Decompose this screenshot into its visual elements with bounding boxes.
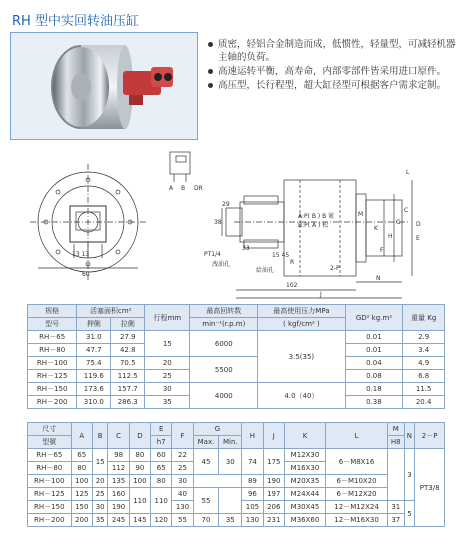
cell-gd2: 0.18 (345, 383, 403, 396)
cell: 105 (242, 501, 263, 514)
cell: 30 (172, 475, 193, 488)
cell-weight: 3.4 (403, 344, 445, 357)
header-size: 尺寸 (28, 423, 72, 436)
side-view (222, 180, 412, 298)
cell-weight: 6.8 (403, 370, 445, 383)
table-row (28, 383, 445, 396)
label-l: L (406, 169, 410, 176)
cylinder-photo-illustration (11, 33, 197, 139)
table-row (28, 449, 445, 462)
cell: 197 (263, 488, 284, 501)
cell-speed: 4000 (190, 383, 258, 409)
cell-weight: 4.9 (403, 357, 445, 370)
feature-item: 高速运转平衡，高寿命，内部零部件皆采用进口原件。 (206, 65, 461, 78)
cell-stroke: 25 (145, 370, 190, 383)
cell: 5 (404, 501, 415, 527)
cell: 110 (151, 488, 172, 514)
cell: 125 (71, 488, 92, 501)
cell: 70 (193, 514, 219, 527)
cell: 15 (92, 449, 108, 475)
cell: 98 (108, 449, 129, 462)
header-b: B (92, 423, 108, 449)
label-pt: PT1/4 (204, 251, 221, 258)
label-h: H (388, 233, 393, 240)
dim-38: 38 (214, 219, 222, 226)
header-h: H (242, 423, 263, 449)
cell-pressure: 4.0（40） (258, 383, 345, 409)
cell-gd2: 0.38 (345, 396, 403, 409)
cell: 80 (151, 475, 172, 488)
label-r: R (290, 259, 295, 266)
cell-pressure: 3.5(35) (258, 331, 345, 383)
cell: M20X35 (284, 475, 325, 488)
cell: 3 (404, 449, 415, 501)
header-d: D (129, 423, 150, 449)
cell: 89 (242, 475, 263, 488)
header-2p: 2－P (415, 423, 445, 449)
table-row (28, 514, 445, 527)
cell: 6－M12X20 (326, 488, 388, 501)
dim-13-13: 13 13 (72, 251, 90, 258)
cell-pull: 42.8 (111, 344, 145, 357)
cell-push: 31.0 (77, 331, 111, 344)
cell: M24X44 (284, 488, 325, 501)
cell: 120 (151, 514, 172, 527)
header-pull: 拉側 (111, 318, 145, 331)
label-c: C (404, 207, 409, 214)
cell: 12－M16X30 (326, 514, 388, 527)
cell: 25 (92, 488, 108, 501)
label-j: J (320, 291, 322, 298)
cell: 190 (108, 501, 129, 514)
cell-model: RH－100 (28, 357, 77, 370)
header-g-min: Min. (219, 436, 242, 449)
cell-stroke: 20 (145, 357, 190, 370)
table-row (28, 488, 445, 501)
header-piston-area: 活塞面积cm² (77, 305, 145, 318)
header-model-type: 型号 (28, 318, 77, 331)
cell: 74 (242, 449, 263, 475)
cell: RH－125 (28, 488, 72, 501)
header-max-speed: 最高回转数 (190, 305, 258, 318)
cell: 145 (129, 514, 150, 527)
cell-stroke: 35 (145, 396, 190, 409)
cell-gd2: 0.08 (345, 370, 403, 383)
cell: 65 (151, 462, 172, 475)
label-2p: 2-P (330, 265, 340, 272)
cell-empty (193, 475, 242, 488)
cell: RH－150 (28, 501, 72, 514)
header-n: N (404, 423, 415, 449)
cell-model: RH－200 (28, 396, 77, 409)
cell: 20 (92, 475, 108, 488)
cell-pull: 27.9 (111, 331, 145, 344)
label-e: E (416, 235, 420, 242)
dim-102: 102 (286, 282, 298, 289)
label-n: N (376, 275, 381, 282)
header-max-pressure: 最高使用压力MPa (258, 305, 345, 318)
cell-pull: 286.3 (111, 396, 145, 409)
label-m: M (358, 211, 364, 218)
cell: 100 (71, 475, 92, 488)
cell-empty (388, 449, 405, 501)
cell: 130 (242, 514, 263, 527)
header-e: E (151, 423, 172, 436)
cell-stroke: 30 (145, 383, 190, 396)
cell: 35 (92, 514, 108, 527)
dim-33: 33 (242, 245, 250, 252)
cell: PT3/8 (415, 449, 445, 527)
dim-15-45: 15 45 (272, 252, 290, 259)
cell: RH－65 (28, 449, 72, 462)
label-g: G (396, 219, 401, 226)
header-g-max: Max. (193, 436, 219, 449)
label-b: B (181, 185, 186, 192)
header-j: J (263, 423, 284, 449)
cell-push: 75.4 (77, 357, 111, 370)
cell-weight: 11.5 (403, 383, 445, 396)
table-row (28, 475, 445, 488)
cell: 206 (263, 501, 284, 514)
cell: 65 (71, 449, 92, 462)
header-m: M (388, 423, 405, 436)
cell-model: RH－65 (28, 331, 77, 344)
header-k: K (284, 423, 325, 449)
label-oil-inlet: 給油孔 (256, 267, 275, 274)
cell: RH－80 (28, 462, 72, 475)
cell: 175 (263, 449, 284, 475)
cell-pull: 112.5 (111, 370, 145, 383)
cell-weight: 2.9 (403, 331, 445, 344)
cell-push: 119.6 (77, 370, 111, 383)
cell: 130 (172, 501, 193, 514)
cell: 90 (129, 462, 150, 475)
specification-table (27, 304, 445, 409)
label-a: A (169, 185, 174, 192)
cell-model: RH－80 (28, 344, 77, 357)
label-f: F (380, 247, 384, 254)
header-push: 押側 (77, 318, 111, 331)
cell: 35 (219, 514, 242, 527)
dim-29: 29 (222, 201, 230, 208)
front-view (30, 164, 146, 280)
feature-item: 质密，轻铝合金制造而成，低惯性，轻量型，可减轻机器主轴的负荷。 (206, 38, 461, 64)
cell-speed: 6000 (190, 331, 258, 357)
cell: 135 (108, 475, 129, 488)
cell: 96 (242, 488, 263, 501)
header-model: 规格 (28, 305, 77, 318)
cell: 80 (71, 462, 92, 475)
cell: 22 (172, 449, 193, 462)
cell: M12X30 (284, 449, 325, 462)
cell: M16X30 (284, 462, 325, 475)
cell: 245 (108, 514, 129, 527)
label-d: D (416, 221, 421, 228)
table-row (28, 357, 445, 370)
header-gd2: GD² kg.m² (345, 305, 403, 331)
header-l: L (326, 423, 388, 449)
cell: 30 (92, 501, 108, 514)
feature-list (206, 38, 461, 93)
port-detail-view (170, 152, 190, 182)
header-c: C (108, 423, 129, 449)
header-f: F (172, 423, 193, 449)
cell: 45 (193, 449, 219, 475)
label-drain: 洩油孔 (212, 261, 231, 268)
cell: M36X60 (284, 514, 325, 527)
label-port-b: B:P( A ) 松 (298, 222, 329, 229)
cell: 12－M12X24 (326, 501, 388, 514)
cell-model: RH－150 (28, 383, 77, 396)
cell-push: 310.0 (77, 396, 111, 409)
cell: 37 (388, 514, 405, 527)
cell: 55 (172, 514, 193, 527)
cell: 100 (129, 475, 150, 488)
header-e-tolerance: h7 (151, 436, 172, 449)
header-weight: 重量 Kg (403, 305, 445, 331)
cell: 6－M8X16 (326, 449, 388, 475)
cell-push: 47.7 (77, 344, 111, 357)
cell: 30 (219, 449, 242, 475)
cell-gd2: 0.01 (345, 331, 403, 344)
cell-empty (219, 488, 242, 514)
label-dr: DR (194, 185, 203, 192)
cell: 25 (172, 462, 193, 475)
header-g: G (193, 423, 242, 436)
cell-gd2: 0.04 (345, 357, 403, 370)
cell: 6－M10X20 (326, 475, 388, 488)
dim-60: 60 (82, 271, 90, 278)
header-pressure-unit: ( kgf/cm² ) (258, 318, 345, 331)
cell-model: RH－125 (28, 370, 77, 383)
cell: 160 (108, 488, 129, 501)
cell: 150 (71, 501, 92, 514)
technical-drawing (0, 140, 468, 300)
header-model: 型號 (28, 436, 72, 449)
cell-pull: 157.7 (111, 383, 145, 396)
cell-speed: 5500 (190, 357, 258, 383)
cell-push: 173.6 (77, 383, 111, 396)
cell: 190 (263, 475, 284, 488)
cell: RH－200 (28, 514, 72, 527)
cell: M30X45 (284, 501, 325, 514)
header-stroke: 行程mm (145, 305, 190, 331)
cell-weight: 20.4 (403, 396, 445, 409)
header-m-tolerance: H8 (388, 436, 405, 449)
product-photo (10, 32, 198, 140)
cell: 110 (129, 488, 150, 514)
cell: 40 (172, 488, 193, 501)
table-row (28, 331, 445, 344)
cell-gd2: 0.01 (345, 344, 403, 357)
cell-pull: 70.5 (111, 357, 145, 370)
cell: 231 (263, 514, 284, 527)
feature-item: 高压型，长行程型，超大缸径型可根据客户需求定制。 (206, 79, 461, 92)
cell: 55 (193, 488, 219, 514)
cell: 31 (388, 501, 405, 514)
cell: 112 (108, 462, 129, 475)
cell: 80 (129, 449, 150, 462)
header-a: A (71, 423, 92, 449)
label-k: K (374, 225, 378, 232)
dimension-table (27, 422, 445, 527)
cell: 60 (151, 449, 172, 462)
cell-stroke: 15 (145, 331, 190, 357)
cell: 200 (71, 514, 92, 527)
label-port-a: A:P( B ) B 紧 (298, 213, 335, 220)
page-title: RH 型中实回转油压缸 (12, 14, 139, 29)
header-speed-unit: min⁻¹(r.p.m) (190, 318, 258, 331)
cell: RH－100 (28, 475, 72, 488)
